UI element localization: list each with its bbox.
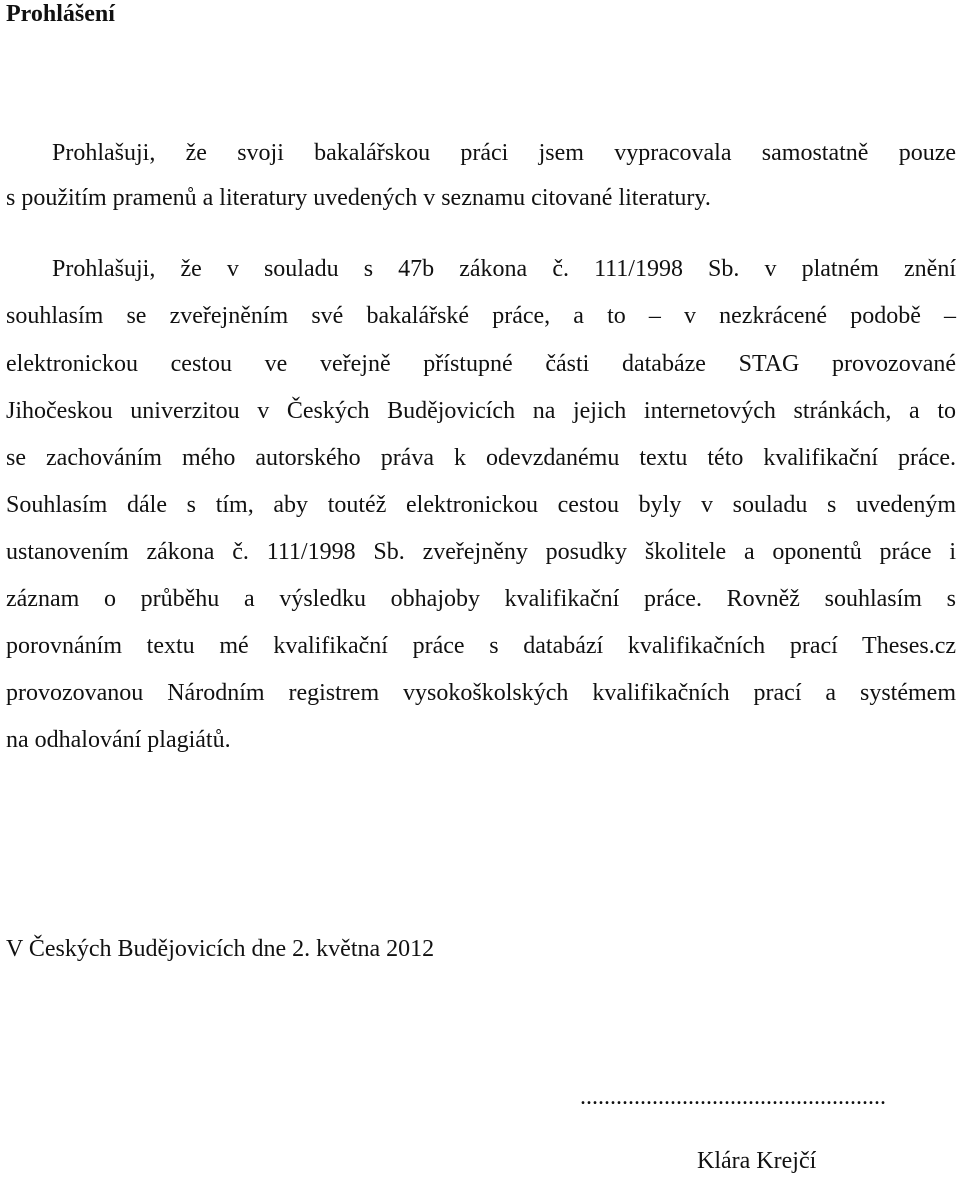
paragraph-2-line-1: Prohlašuji, že v souladu s 47b zákona č. 111/1998 Sb. v platném znění: [52, 256, 956, 282]
paragraph-2-line-10: provozovanou Národním registrem vysokoškolských kvalifikačních prací a systémem: [6, 680, 956, 706]
paragraph-2-line-3: elektronickou cestou ve veřejně přístupné části databáze STAG provozované: [6, 351, 956, 377]
signature-name: Klára Krejčí: [697, 1148, 817, 1174]
paragraph-2-line-5: se zachováním mého autorského práva k odevzdanému textu této kvalifikační práce.: [6, 445, 956, 471]
paragraph-2-line-11: na odhalování plagiátů.: [6, 727, 231, 753]
paragraph-2-line-2: souhlasím se zveřejněním své bakalářské práce, a to – v nezkrácené podobě –: [6, 303, 956, 329]
paragraph-2-line-6: Souhlasím dále s tím, aby toutéž elektronickou cestou byly v souladu s uvedeným: [6, 492, 956, 518]
paragraph-2-line-9: porovnáním textu mé kvalifikační práce s databází kvalifikačních prací Theses.cz: [6, 633, 956, 659]
page-title: Prohlášení: [6, 1, 115, 27]
signature-line: ...................................................: [580, 1084, 886, 1110]
paragraph-2-line-4: Jihočeskou univerzitou v Českých Budějovicích na jejich internetových stránkách, a to: [6, 398, 956, 424]
place-date: V Českých Budějovicích dne 2. května 2012: [6, 936, 435, 962]
paragraph-2-line-8: záznam o průběhu a výsledku obhajoby kvalifikační práce. Rovněž souhlasím s: [6, 586, 956, 612]
paragraph-1-line-1: Prohlašuji, že svoji bakalářskou práci jsem vypracovala samostatně pouze: [52, 140, 956, 166]
paragraph-1-line-2: s použitím pramenů a literatury uvedených v seznamu citované literatury.: [6, 185, 711, 211]
paragraph-2-line-7: ustanovením zákona č. 111/1998 Sb. zveřejněny posudky školitele a oponentů práce i: [6, 539, 956, 565]
